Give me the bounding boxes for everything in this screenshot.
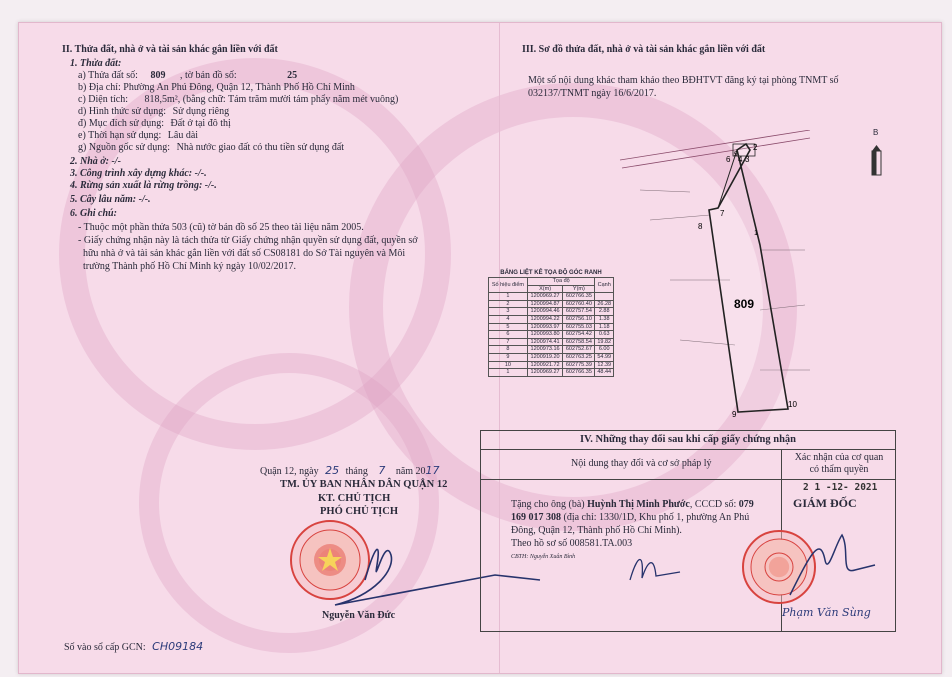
table-row [489,361,614,369]
reference-line: 032137/TNMT ngày 16/6/2017. [528,88,657,99]
table-cell: 602760.40 [563,300,595,308]
label: d) Hình thức sử dụng: [78,106,167,117]
table-cell: 1200994.46 [527,308,562,316]
issue-date-line [260,465,440,478]
land-parcel-heading: 1. Thửa đất: [70,58,122,69]
table-cell: 1200994.22 [527,315,562,323]
point-label: 10 [788,400,797,409]
table-cell: 19.82 [595,338,614,346]
table-row [489,323,614,331]
register-line [64,641,203,654]
table-row [489,346,614,354]
table-row [489,308,614,316]
processor-line: CBTH: Nguyễn Xuân Bình [511,554,576,560]
address-line: b) Địa chỉ: Phường An Phú Đông, Quận 12, Thành Phố Hồ Chí Minh [78,82,355,93]
table-cell: 602756.10 [563,315,595,323]
parcel-number-line [78,70,297,82]
register-number: CH09184 [152,640,204,653]
col-confirm-header-l1: Xác nhận của cơ quan [794,452,884,463]
point-label: 5 [734,152,738,158]
table-cell: 2 [489,300,528,308]
perennial-section: 5. Cây lâu năm: -/-. [70,194,151,205]
dossier-line: Theo hồ sơ số 008581.TA.003 [511,538,633,549]
table-cell: 26.28 [595,300,614,308]
use-purpose-value: Đất ở tại đô thị [170,118,231,129]
label: Quận 12, ngày [260,466,319,477]
recipient-address: (địa chỉ: 1330/1D, Khu phố 1, phường An Phú [563,512,750,523]
note-line: - Giấy chứng nhận này là tách thửa từ Giấy chứng nhận quyền sử dụng đất, quyền sở [78,235,418,246]
north-arrow-icon [870,145,884,177]
table-row [489,300,614,308]
area-line [78,94,398,106]
director-signature [780,525,890,615]
table-cell: 602763.25 [563,353,595,361]
col-x: X(m) [527,285,562,293]
changes-header-row [481,449,895,480]
table-cell: 7 [489,338,528,346]
col-coord: Tọa độ [527,278,595,286]
table-cell: 1200969.27 [527,293,562,301]
recipient-id-a: 079 [738,499,754,510]
signer-name: Nguyễn Văn Đức [322,610,396,621]
chairman-title: KT. CHỦ TỊCH [318,493,391,504]
director-title: GIÁM ĐỐC [793,496,857,510]
point-label: 3 [745,155,750,164]
table-cell: 602757.54 [563,308,595,316]
col-point: Số hiệu điểm [489,278,528,293]
table-cell: 602758.54 [563,338,595,346]
table-cell: 602766.35 [563,293,595,301]
point-label: 8 [698,222,703,231]
origin-value: Nhà nước giao đất có thu tiền sử dụng đất [176,142,345,153]
use-form-line [78,106,229,118]
table-cell: 1200921.72 [527,361,562,369]
table-cell: 2.88 [595,308,614,316]
table-row [489,369,614,377]
note-line: trường Thành phố Hồ Chí Minh ký ngày 10/02/2017. [83,261,297,272]
use-term-value: Lâu dài [167,130,199,141]
parcel-number-label: 809 [734,297,755,311]
point-label: 9 [732,410,737,419]
table-cell: 1200969.27 [527,369,562,377]
table-cell: 48.44 [595,369,614,377]
label: đ) Mục đích sử dụng: [78,118,164,129]
table-cell: 54.99 [595,353,614,361]
table-cell: 8 [489,346,528,354]
transfer-line: Đông, Quận 12, Thành phố Hồ Chí Minh). [511,525,682,536]
point-label: 6 [726,155,731,164]
table-cell: 602775.39 [563,361,595,369]
point-label: 1 [754,230,758,237]
use-purpose-line [78,118,231,130]
table-cell: 1.18 [595,323,614,331]
section-ii-heading: II. Thửa đất, nhà ở và tài sản khác gắn liền với đất [62,44,278,55]
table-cell: 602755.03 [563,323,595,331]
table-row [489,293,614,301]
forest-section: 4. Rừng sản xuất là rừng trồng: -/-. [70,180,217,191]
col-edge: Cạnh [595,278,614,293]
issue-year: 17 [425,464,440,477]
table-row [489,338,614,346]
table-cell: 5 [489,323,528,331]
table-cell: 1 [489,369,528,377]
notes-heading: 6. Ghi chú: [70,208,117,219]
table-cell: 602754.42 [563,331,595,339]
table-cell: 1200993.97 [527,323,562,331]
coordinate-table [488,270,614,377]
table-cell: 6 [489,331,528,339]
label: tháng [345,466,368,477]
label: , CCCD số: [689,499,737,510]
recipient-name: Huỳnh Thị Minh Phước [587,499,690,510]
parcel-boundary [709,144,788,412]
col-content-header: Nội dung thay đổi và cơ sở pháp lý [571,458,712,469]
vice-chairman-title: PHÓ CHỦ TỊCH [320,506,398,517]
point-label: 7 [720,209,725,218]
confirm-date: 2 1 -12- 2021 [803,482,878,493]
note-line: hữu nhà ở và tài sản khác gắn liền với đất số CS08181 do Sở Tài nguyên và Môi [83,248,406,259]
transfer-line [511,499,754,511]
label: c) Diện tích: [78,94,128,105]
recipient-id-b: 169 017 308 [511,512,561,523]
col-confirm-header-l2: có thẩm quyền [809,464,869,475]
use-form-value: Sử dụng riêng [172,106,230,117]
table-cell: 3 [489,308,528,316]
table-cell: 602766.35 [563,369,595,377]
note-line: - Thuộc một phần thửa 503 (cũ) tờ bản đồ số 25 theo tài liệu năm 2005. [78,222,364,233]
label: năm 20 [395,466,426,477]
parcel-sketch [610,130,820,430]
issue-month: 7 [378,464,386,477]
reference-line: Một số nội dung khác tham khảo theo BĐHTVT đăng ký tại phòng TNMT số [528,75,839,86]
origin-line [78,142,344,154]
north-label: B [873,128,879,137]
label: a) Thửa đất số: [78,70,138,81]
table-cell: 1 [489,293,528,301]
table-cell: 1200973.16 [527,346,562,354]
table-row [489,331,614,339]
label: e) Thời hạn sử dụng: [78,130,162,141]
changes-heading: IV. Những thay đổi sau khi cấp giấy chứng nhận [481,431,895,450]
house-section: 2. Nhà ở: -/- [70,156,121,167]
table-cell: 1200993.80 [527,331,562,339]
label: Tặng cho ông (bà) [511,499,585,510]
label: g) Nguồn gốc sử dụng: [78,142,171,153]
table-cell: 0.63 [595,331,614,339]
use-term-line [78,130,198,142]
point-label: 2 [753,143,758,152]
director-name: Phạm Văn Sùng [782,606,871,619]
label: Số vào sổ cấp GCN: [64,642,146,653]
map-sheet-number: 25 [287,70,298,81]
table-title: BẢNG LIỆT KÊ TỌA ĐỘ GÓC RANH [500,270,602,276]
table-cell: 10 [489,361,528,369]
issue-day: 25 [325,464,340,477]
col-y: Y(m) [563,285,595,293]
committee-title: TM. ỦY BAN NHÂN DÂN QUẬN 12 [280,479,448,490]
table-cell: 12.39 [595,361,614,369]
table-cell: 1200919.20 [527,353,562,361]
table-cell: 4 [489,315,528,323]
table-row [489,315,614,323]
road-line [620,130,810,160]
other-works-section: 3. Công trình xây dựng khác: -/-. [70,168,207,179]
road-line [622,138,810,168]
table-row [489,353,614,361]
initials-signature [610,548,700,588]
area-value: 818,5m², (bằng chữ: Tám trăm mười tám phẩy năm mét vuông) [144,94,399,105]
point-label: 4 [738,155,743,164]
label: , tờ bản đồ số: [179,70,237,81]
table-cell: 1200974.41 [527,338,562,346]
table-cell: 602752.67 [563,346,595,354]
table-cell: 6.00 [595,346,614,354]
table-cell: 9 [489,353,528,361]
parcel-number: 809 [150,70,166,81]
transfer-line [511,512,749,524]
table-cell [595,293,614,301]
table-cell: 1.38 [595,315,614,323]
section-iii-heading: III. Sơ đồ thửa đất, nhà ở và tài sản khác gắn liền với đất [522,44,766,55]
table-cell: 1200994.87 [527,300,562,308]
table-body [489,293,614,377]
